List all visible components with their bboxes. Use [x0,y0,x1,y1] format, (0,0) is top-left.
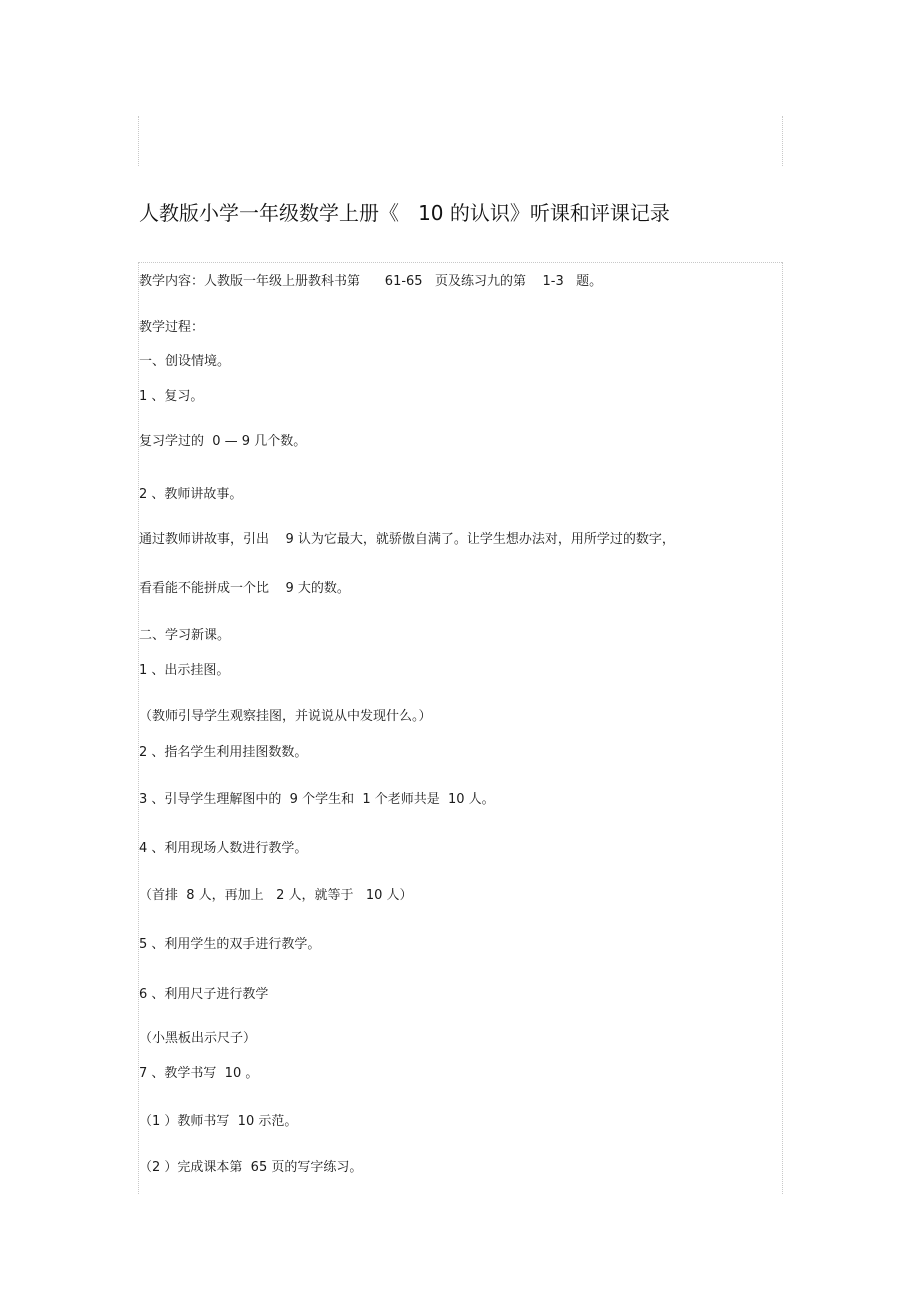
step-item: 1 、复习。 [139,389,204,404]
document-title: 人教版小学一年级数学上册《 10 的认识》听课和评课记录 [139,201,670,225]
paragraph-line: 复习学过的 0 — 9 几个数。 [139,434,307,449]
paragraph-line: （首排 8 人，再加上 2 人，就等于 10 人） [139,888,413,903]
step-item: 5 、利用学生的双手进行教学。 [139,937,321,952]
section-heading-1: 一、创设情境。 [139,354,231,369]
paragraph-line: （教师引导学生观察挂图，并说说从中发现什么。） [139,709,432,724]
body-frame-right [782,262,783,1194]
step-item: 1 、出示挂图。 [139,663,230,678]
teaching-content-line: 教学内容：人教版一年级上册教科书第 61-65 页及练习九的第 1-3 题。 [139,274,603,289]
teaching-process-heading: 教学过程： [139,320,205,335]
step-item: 3 、引导学生理解图中的 9 个学生和 1 个老师共是 10 人。 [139,792,495,807]
step-item: 2 、教师讲故事。 [139,487,243,502]
body-frame-top [138,262,782,263]
header-frame-right [782,116,783,166]
sub-step-item: （2 ）完成课本第 65 页的写字练习。 [139,1160,363,1175]
step-item: 6 、利用尺子进行教学 [139,987,269,1002]
step-item: 7 、教学书写 10 。 [139,1066,259,1081]
step-item: 4 、利用现场人数进行教学。 [139,841,308,856]
section-heading-2: 二、学习新课。 [139,628,231,643]
header-frame-left [138,116,139,166]
sub-step-item: （1 ）教师书写 10 示范。 [139,1114,298,1129]
paragraph-line: 通过教师讲故事，引出 9 认为它最大，就骄傲自满了。让学生想办法对，用所学过的数字， [139,532,675,547]
step-item: 2 、指名学生利用挂图数数。 [139,745,308,760]
paragraph-line: 看看能不能拼成一个比 9 大的数。 [139,581,350,596]
paragraph-line: （小黑板出示尺子） [139,1031,257,1046]
